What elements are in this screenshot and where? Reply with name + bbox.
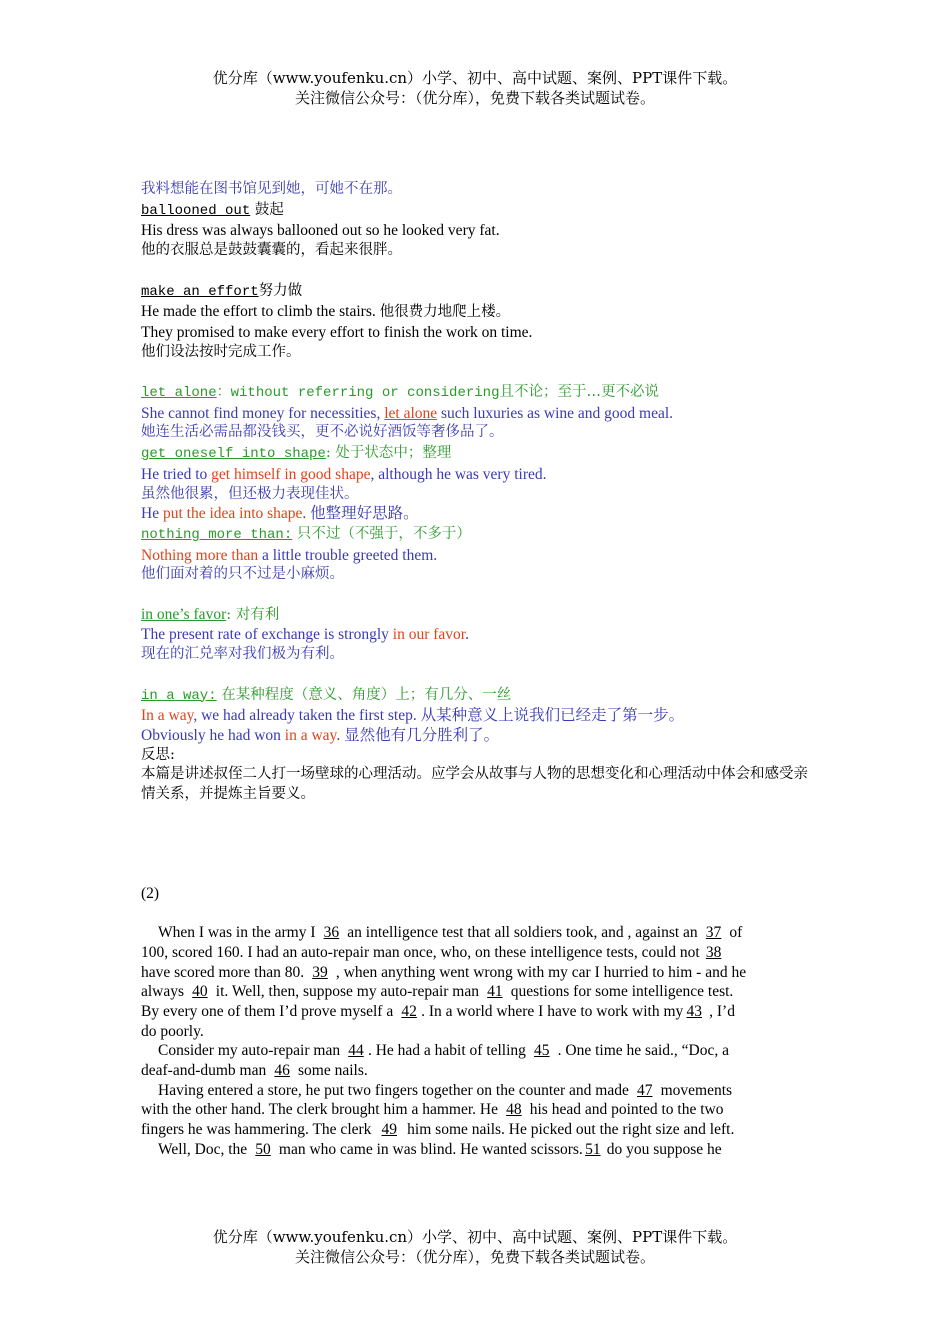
passage-text: man who came in was blind. He wanted scissors. — [275, 1140, 583, 1158]
passage-text: . In a world where I have to work with my — [421, 1002, 684, 1020]
phrase-definition: ：without referring or considering — [216, 385, 500, 401]
blank-39[interactable]: 39 — [312, 963, 328, 981]
highlight-phrase: Nothing more than — [141, 546, 259, 564]
phrase-term: get oneself into shape — [141, 446, 326, 463]
translation-inline: 他很费力地爬上楼。 — [379, 304, 511, 321]
blank-42[interactable]: 42 — [401, 1002, 417, 1020]
document-body — [141, 180, 821, 1160]
passage-text: movements — [656, 1081, 733, 1099]
phrase-meaning: : 处于状态中；整理 — [325, 445, 452, 462]
passage-text: always — [141, 983, 188, 1001]
passage-text: , I’d — [705, 1002, 735, 1020]
passage-text: his head and pointed to the two — [525, 1101, 724, 1119]
passage-text: When I was in the army I — [158, 924, 320, 942]
highlight-phrase: in our favor — [392, 626, 466, 644]
blank-44[interactable]: 44 — [348, 1042, 364, 1060]
highlight-phrase: get himself in good shape — [211, 465, 371, 483]
passage-text: some nails. — [294, 1062, 368, 1080]
header-line-1: 优分库（www.youfenku.cn）小学、初中、高中试题、案例、PPT课件下载。 — [212, 69, 738, 87]
passage-text: Well, Doc, the — [158, 1140, 252, 1158]
blank-43[interactable]: 43 — [686, 1002, 702, 1020]
footer-line-1: 优分库（www.youfenku.cn）小学、初中、高中试题、案例、PPT课件下载。 — [212, 1228, 738, 1246]
blank-38[interactable]: 38 — [705, 943, 722, 961]
passage-text: . One time he said., “Doc, a — [553, 1042, 729, 1060]
example-text: She cannot find money for necessities, — [141, 404, 385, 422]
blank-37[interactable]: 37 — [705, 924, 722, 942]
passage-text: have scored more than 80. — [141, 963, 308, 981]
phrase-meaning: 鼓起 — [250, 201, 284, 218]
reflection-title: 反思: — [141, 746, 175, 763]
blank-45[interactable]: 45 — [534, 1042, 550, 1060]
example-text: He — [141, 505, 163, 523]
highlight-phrase: in a way — [284, 726, 337, 744]
blank-50[interactable]: 50 — [255, 1140, 271, 1158]
phrase-term: nothing more than: — [141, 526, 293, 543]
highlight-phrase: put the idea into shape — [162, 505, 303, 523]
passage-text: 100, scored 160. I had an auto-repair man once, who, on these intelligence tests, could not — [141, 943, 704, 961]
example-text: He tried to — [141, 465, 212, 483]
translation-line: 他们面对着的只不过是小麻烦。 — [141, 566, 344, 583]
phrase-meaning: 在某种程度（意义、角度）上；有几分、一丝 — [216, 686, 512, 703]
blank-49[interactable]: 49 — [381, 1121, 398, 1139]
passage-text: do you suppose he — [602, 1140, 722, 1158]
example-sentence: They promised to make every effort to finish the work on time. — [141, 323, 533, 341]
example-text: such luxuries as wine and good meal. — [437, 404, 674, 422]
phrase-meaning: 且不论；至于…更不必说 — [499, 384, 659, 400]
example-text: , although he was very tired. — [370, 465, 547, 483]
footer-line-2: 关注微信公众号：（优分库），免费下载各类试题试卷。 — [294, 1248, 655, 1266]
blank-51[interactable]: 51 — [585, 1140, 601, 1158]
blank-36[interactable]: 36 — [323, 924, 340, 942]
phrase-term: ballooned out — [141, 202, 251, 219]
example-text: . 显然他有几分胜利了。 — [336, 726, 500, 744]
example-text: Obviously he had won — [141, 726, 285, 744]
translation-line: 我料想能在图书馆见到她，可她不在那。 — [141, 181, 402, 197]
phrase-term: in a way: — [141, 687, 217, 704]
translation-line: 虽然他很累，但还极力表现佳状。 — [141, 485, 359, 502]
translation-line: 她连生活必需品都没钱买，更不必说好酒饭等奢侈品了。 — [141, 424, 504, 441]
example-sentence: His dress was always ballooned out so he looked very fat. — [141, 222, 500, 240]
phrase-meaning: 努力做 — [258, 282, 303, 299]
phrase-meaning: : 对有利 — [226, 606, 280, 623]
page-footer — [0, 1227, 950, 1267]
header-line-2: 关注微信公众号：（优分库），免费下载各类试题试卷。 — [294, 89, 655, 107]
phrase-meaning: 只不过（不强于，不多于） — [292, 525, 471, 542]
phrase-term: in one’s favor — [141, 605, 227, 623]
translation-line: 现在的汇兑率对我们极为有利。 — [141, 646, 344, 663]
example-text: . 他整理好思路。 — [302, 505, 419, 523]
blank-46[interactable]: 46 — [274, 1062, 290, 1080]
blank-41[interactable]: 41 — [487, 983, 503, 1001]
passage-text: fingers he was hammering. The clerk — [141, 1121, 376, 1139]
passage-text: , when anything went wrong with my car I hurried to him - and he — [332, 963, 747, 981]
highlight-phrase: In a way — [141, 707, 194, 725]
passage-text: him some nails. He picked out the right size and left. — [403, 1121, 735, 1139]
passage-text: of — [725, 924, 743, 942]
blank-47[interactable]: 47 — [637, 1081, 653, 1099]
passage-paragraph-3 — [141, 1081, 821, 1140]
blank-48[interactable]: 48 — [506, 1101, 522, 1119]
passage-paragraph-4 — [141, 1140, 821, 1160]
page-header — [0, 68, 950, 108]
highlight-phrase: let alone — [384, 404, 438, 422]
passage-text: Having entered a store, he put two fingers together on the counter and made — [158, 1081, 633, 1099]
translation-line: 他的衣服总是鼓鼓囊囊的，看起来很胖。 — [141, 242, 402, 259]
phrase-term: let alone — [141, 385, 217, 401]
passage-text: an intelligence test that all soldiers took, and , against an — [343, 924, 702, 942]
translation-line: 他们设法按时完成工作。 — [141, 343, 301, 360]
passage-text: do poorly. — [141, 1022, 204, 1040]
passage-paragraph-2 — [141, 1041, 821, 1080]
example-text: The present rate of exchange is strongly — [141, 626, 393, 644]
phrase-term: make an effort — [141, 283, 259, 300]
passage-text: questions for some intelligence test. — [506, 983, 734, 1001]
passage-text: with the other hand. The clerk brought him a hammer. He — [141, 1101, 502, 1119]
example-text: a little trouble greeted them. — [258, 546, 438, 564]
passage-text: it. Well, then, suppose my auto-repair man — [211, 983, 483, 1001]
blank-40[interactable]: 40 — [192, 983, 208, 1001]
example-sentence: He made the effort to climb the stairs. — [141, 303, 380, 321]
reflection-body: 本篇是讲述叔侄二人打一场壁球的心理活动。应学会从故事与人物的思想变化和心理活动中体会和感受亲情关系，并提炼主旨要义。 — [141, 766, 808, 803]
passage-paragraph-1 — [141, 923, 821, 1041]
example-text: . — [465, 626, 469, 644]
passage-text: deaf-and-dumb man — [141, 1062, 271, 1080]
passage-text: . He had a habit of telling — [367, 1042, 530, 1060]
passage-text: Consider my auto-repair man — [158, 1042, 344, 1060]
passage-label: (2) — [141, 884, 160, 902]
example-text: , we had already taken the first step. 从某种意义上说我们已经走了第一步。 — [193, 707, 685, 725]
passage-text: By every one of them I’d prove myself a — [141, 1002, 398, 1020]
